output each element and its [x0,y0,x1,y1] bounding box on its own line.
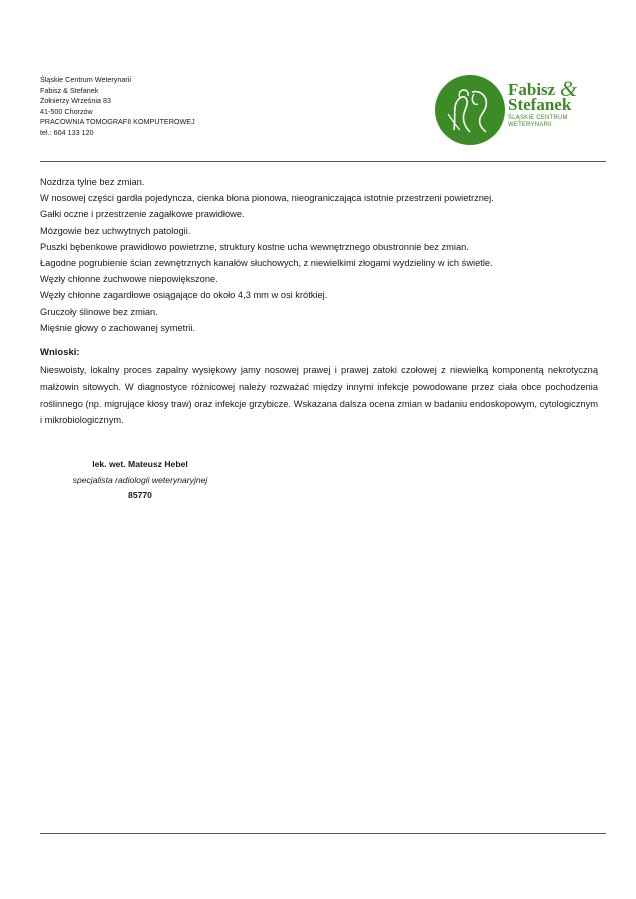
address-line: Żołnierzy Września 83 [40,96,111,106]
logo-name-line1: Fabisz [508,80,556,99]
clinic-address [40,75,195,139]
address-line: 41-500 Chorzów [40,106,93,116]
address-line: Fabisz & Stefanek [40,85,99,95]
logo-name-line2: Stefanek [508,95,572,114]
clinic-logo [434,70,604,150]
footer-divider [40,833,606,834]
logo-ampersand: & [560,76,578,101]
logo-text [508,76,578,129]
signature-license-number: 85770 [128,490,152,500]
signature-name: lek. wet. Mateusz Hebel [92,459,188,469]
finding-line: Węzły chłonne żuchwowe niepowiększone. [40,274,218,285]
finding-line: Gałki oczne i przestrzenie zagałkowe prawidłowe. [40,209,245,220]
logo-subtitle-line2: WETERYNARII [508,122,552,128]
address-line: tel.: 604 133 120 [40,127,94,137]
finding-line: W nosowej części gardła pojedyncza, cienka błona pionowa, nieograniczająca istotnie przestrzeni powietrznej. [40,193,494,204]
findings-list [40,174,600,336]
finding-line: Puszki bębenkowe prawidłowo powietrzne, struktury kostne ucha wewnętrznego obustronnie bez zmian. [40,241,469,252]
finding-line: Łagodne pogrubienie ścian zewnętrznych kanałów słuchowych, z niewielkimi złogami wydzieliny w ich świetle. [40,258,493,269]
logo-subtitle-line1: ŚLĄSKIE CENTRUM [508,115,568,121]
signature-block [40,457,240,504]
conclusions-title: Wnioski: [40,347,80,358]
finding-line: Mięśnie głowy o zachowanej symetrii. [40,322,196,333]
address-line: Śląskie Centrum Weterynarii [40,75,131,84]
conclusions-text: Nieswoisty, lokalny proces zapalny wysiękowy jamy nosowej prawej i prawej zatoki czołowej z niewielką komponentą nekrotyczną małżowin sitowych. W diagnostyce różnicowej należy rozważać między innymi infekcje powodowane przez ciała obce pochodzenia roślinnego (np. migrujące kłosy traw) oraz infekcje grzybicze. Wskazana dalsza ocena zmian w badaniu endoskopowym, cytologicznym i mikrobiologicznym. [40,365,598,426]
header-divider [40,161,606,162]
signature-role: specjalista radiologii weterynaryjnej [72,474,208,485]
finding-line: Węzły chłonne zagardłowe osiągające do około 4,3 mm w osi krótkiej. [40,290,328,301]
finding-line: Nozdrza tylne bez zmian. [40,177,145,187]
finding-line: Mózgowie bez uchwytnych patologii. [40,225,191,236]
logo-emblem-icon [434,74,506,146]
address-line: PRACOWNIA TOMOGRAFII KOMPUTEROWEJ [40,117,195,127]
finding-line: Gruczoły ślinowe bez zmian. [40,306,158,317]
